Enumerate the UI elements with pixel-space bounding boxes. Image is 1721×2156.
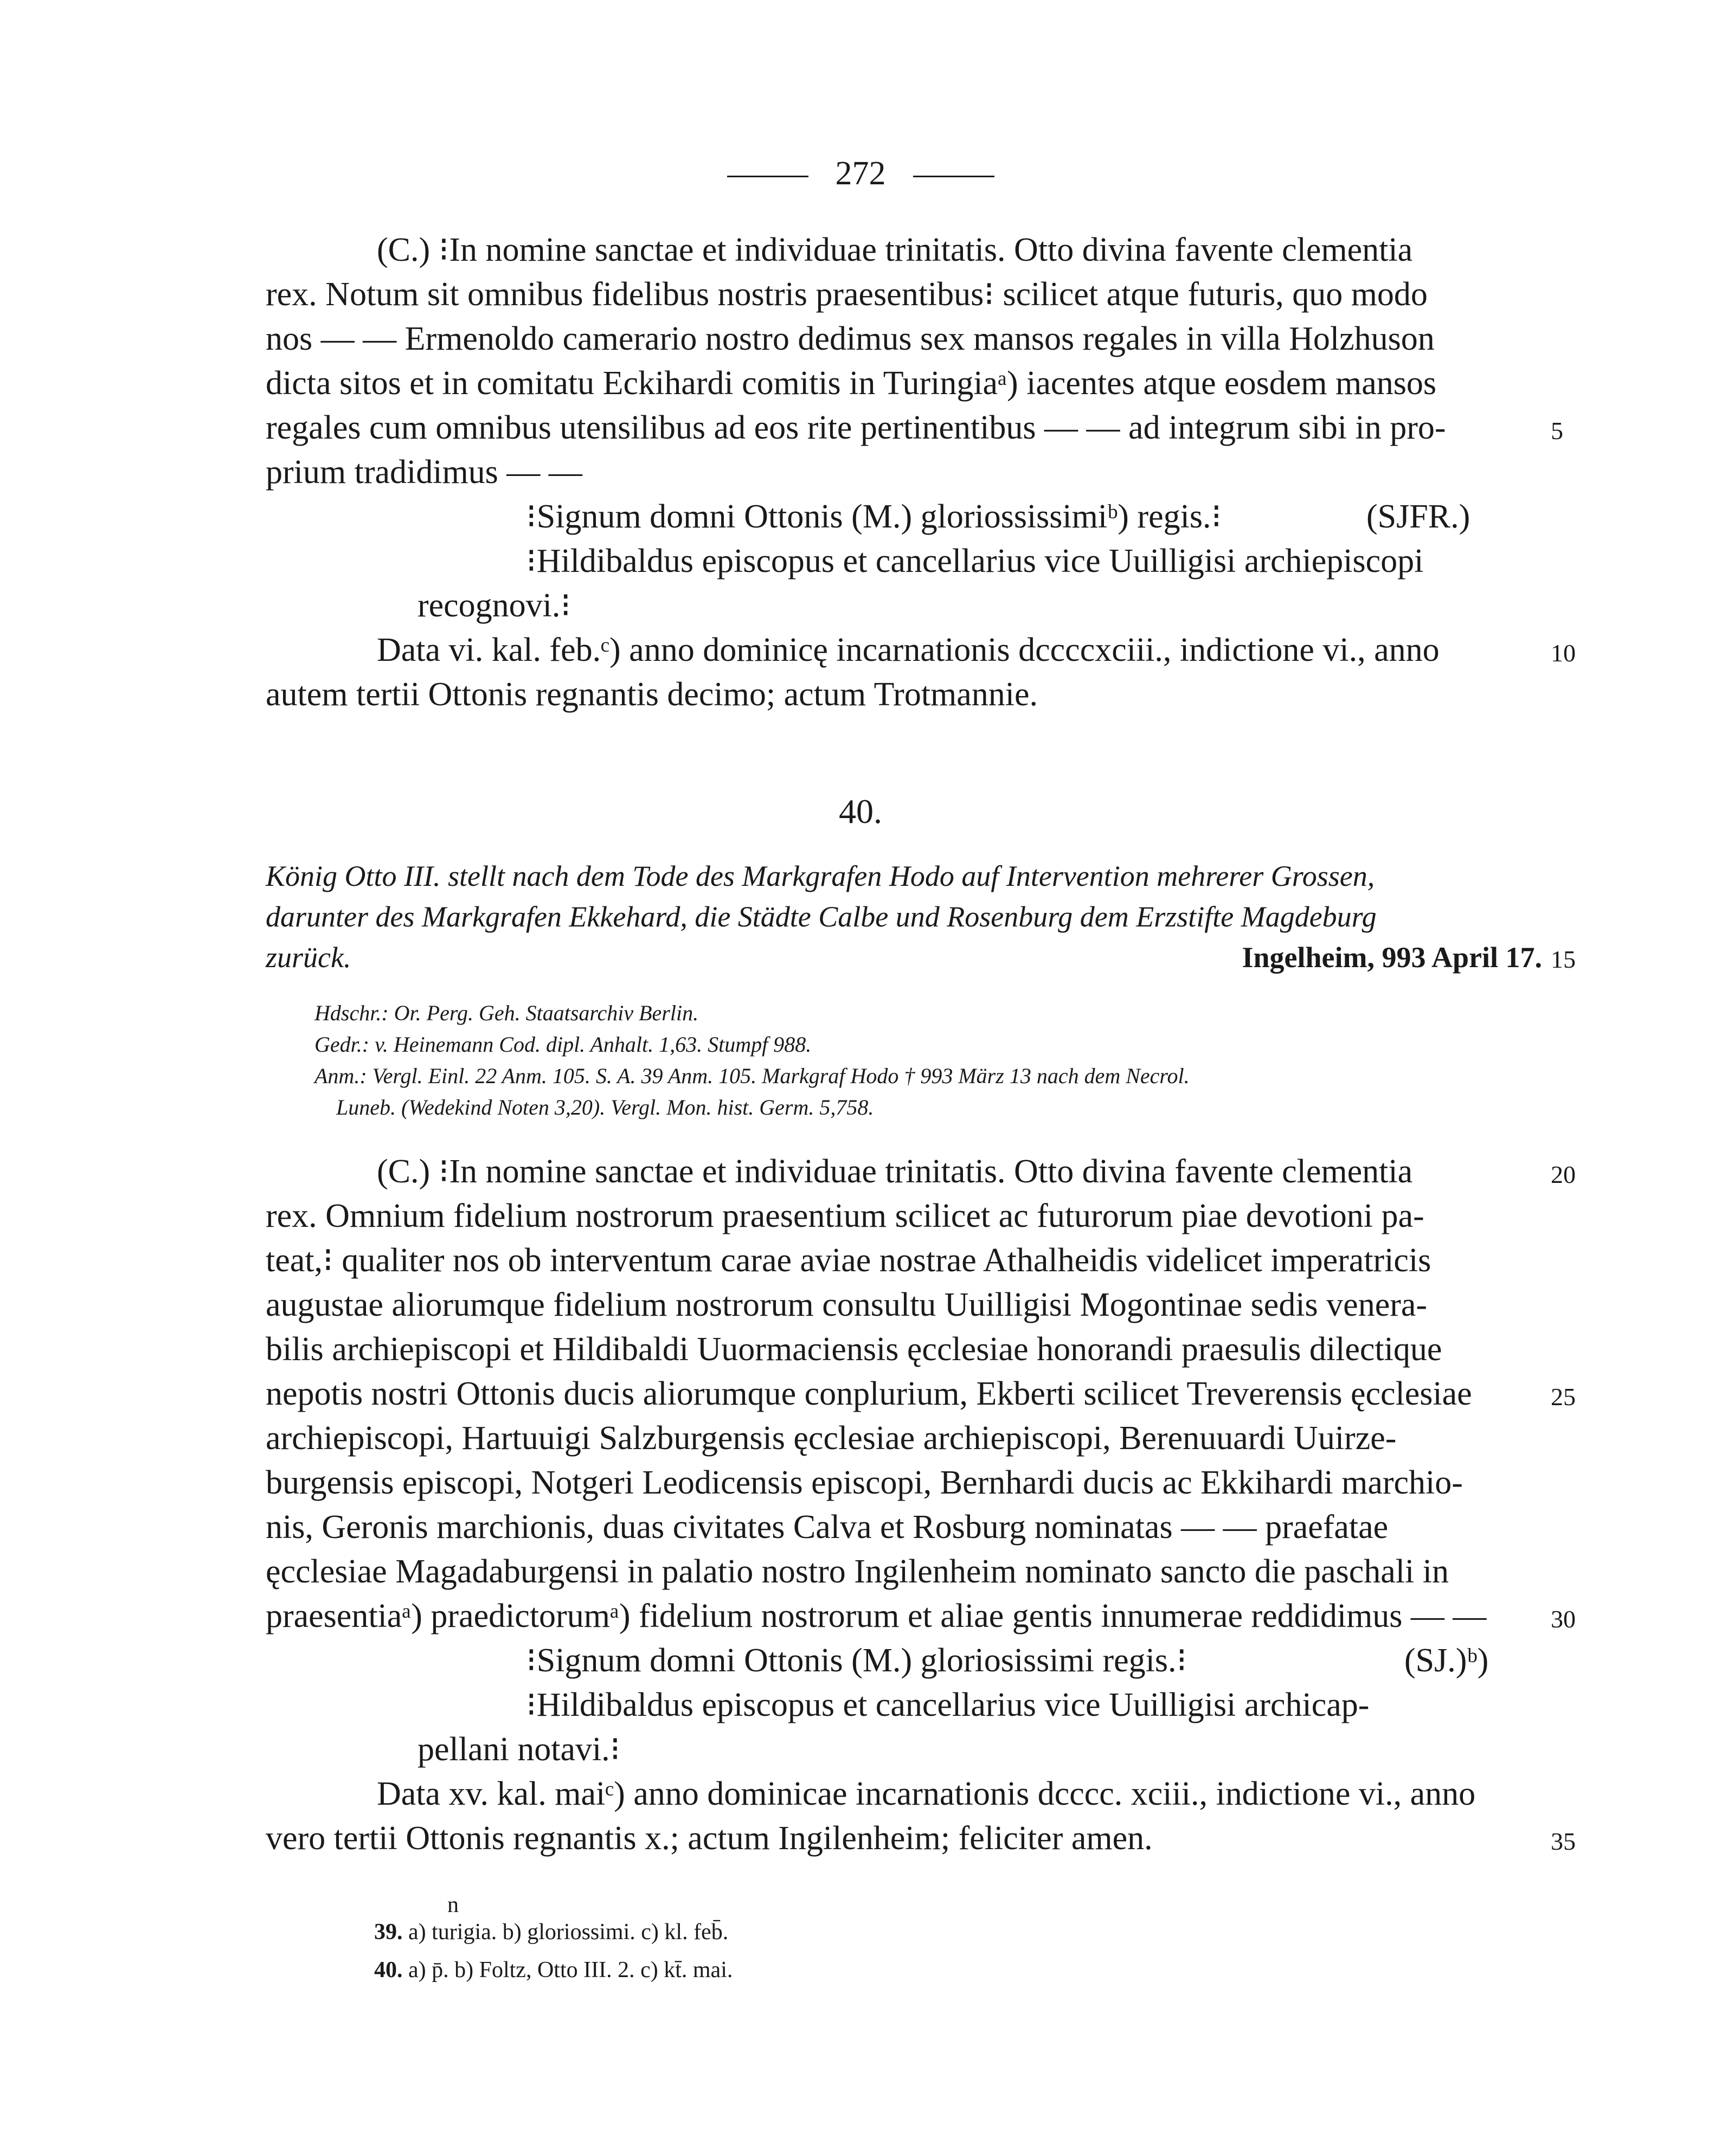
doc40-line-8: burgensis episcopi, Notgeri Leodicensis episcopi, Bernhardi ducis ac Ekkihardi marchio- <box>266 1464 1463 1501</box>
line-number-20: 20 <box>1551 1161 1576 1188</box>
doc40-line-11: praesentiaᵃ) praedictorumᵃ) fidelium nostrorum et aliae gentis innumerae reddidimus — — <box>266 1598 1487 1634</box>
line-number-5: 5 <box>1551 417 1563 445</box>
doc39-data-line-1 <box>377 628 1440 672</box>
footnote-40 <box>374 1957 733 1983</box>
line-number-10: 10 <box>1551 639 1576 667</box>
doc40-line-2: rex. Omnium fidelium nostrorum praesentium scilicet ac futurorum piae devotioni pa- <box>266 1198 1424 1234</box>
doc40-line-7: archiepiscopi, Hartuuigi Salzburgensis ęcclesiae archiepiscopi, Berenuuardi Uuirze- <box>266 1420 1397 1457</box>
doc40-data-line-2: vero tertii Ottonis regnantis x.; actum Ingilenheim; feliciter amen. <box>266 1820 1153 1857</box>
doc40-note-manuscript: Hdschr.: Or. Perg. Geh. Staatsarchiv Berlin. <box>314 1001 699 1025</box>
footnote-39-superscript: n <box>447 1893 459 1917</box>
doc39-line-2: rex. Notum sit omnibus fidelibus nostris praesentibus⁝ scilicet atque futuris, quo modo <box>266 276 1428 313</box>
footnote-39 <box>374 1919 728 1945</box>
footnote-39-number: 39. <box>374 1920 403 1945</box>
line-number-25: 25 <box>1551 1383 1576 1411</box>
doc40-signum: ⁝Signum domni Ottonis (M.) gloriosissimi regis.⁝ <box>526 1642 1187 1679</box>
doc39-data-text-1: Data vi. kal. feb.ᶜ) anno dominicę incarnationis dccccxciii., indictione vi., anno <box>377 632 1440 668</box>
doc40-line-9: nis, Geronis marchionis, duas civitates Calva et Rosburg nominatas — — praefatae <box>266 1509 1389 1546</box>
doc39-line-5: regales cum omnibus utensilibus ad eos rite pertinentibus — — ad integrum sibi in pro- <box>266 409 1446 446</box>
page-number-text: 272 <box>835 155 886 192</box>
line-number-35: 35 <box>1551 1827 1576 1855</box>
doc40-regest-line-3: zurück. <box>266 941 351 974</box>
line-number-30: 30 <box>1551 1605 1576 1633</box>
footnote-40-number: 40. <box>374 1958 403 1983</box>
doc39-line-3: nos — — Ermenoldo camerario nostro dedimus sex mansos regales in villa Holzhuson <box>266 320 1435 357</box>
doc40-line-5: bilis archiepiscopi et Hildibaldi Uuormaciensis ęcclesiae honorandi praesulis dilectique <box>266 1331 1442 1368</box>
doc40-notavi-line-1: ⁝Hildibaldus episcopus et cancellarius vice Uuilligisi archicap- <box>526 1687 1370 1723</box>
doc39-recognition-line-2: recognovi.⁝ <box>418 587 571 624</box>
page-number <box>0 155 1721 193</box>
doc40-line-6: nepotis nostri Ottonis ducis aliorumque conplurium, Ekberti scilicet Treverensis ęcclesiae <box>266 1375 1472 1412</box>
doc40-place-date: Ingelheim, 993 April 17. <box>1242 941 1542 974</box>
doc39-data-line-2: autem tertii Ottonis regnantis decimo; actum Trotmannie. <box>266 676 1038 713</box>
doc40-notavi-line-2: pellani notavi.⁝ <box>418 1731 621 1768</box>
doc39-signum-mark: (SJFR.) <box>1366 498 1470 535</box>
doc39-line-1: (C.) ⁝In nomine sanctae et individuae trinitatis. Otto divina favente clementia <box>377 231 1413 268</box>
doc40-line-1: (C.) ⁝In nomine sanctae et individuae trinitatis. Otto divina favente clementia <box>377 1153 1413 1190</box>
doc40-note-remark-1: Anm.: Vergl. Einl. 22 Anm. 105. S. A. 39 Anm. 105. Markgraf Hodo † 993 März 13 nach dem Necrol. <box>314 1064 1190 1088</box>
doc40-line-10: ęcclesiae Magadaburgensi in palatio nostro Ingilenheim nominato sancto die paschali in <box>266 1553 1449 1590</box>
doc40-signum-mark: (SJ.)ᵇ) <box>1404 1642 1489 1679</box>
doc40-regest-line-1: König Otto III. stellt nach dem Tode des Markgrafen Hodo auf Intervention mehrerer Grossen, <box>266 860 1375 892</box>
footnote-39-text: a) turigia. b) gloriossimi. c) kl. feb̄. <box>408 1920 729 1945</box>
doc40-line-3: teat,⁝ qualiter nos ob interventum carae aviae nostrae Athalheidis videlicet imperatricis <box>266 1242 1431 1279</box>
doc39-recognition-line-1: ⁝Hildibaldus episcopus et cancellarius vice Uuilligisi archiepiscopi <box>526 543 1424 580</box>
doc40-data-line-1: Data xv. kal. maiᶜ) anno dominicae incarnationis dcccc. xciii., indictione vi., anno <box>377 1775 1476 1812</box>
footnote-40-text: a) p̄. b) Foltz, Otto III. 2. c) kt̄. mai. <box>408 1958 733 1983</box>
doc40-number: 40. <box>839 792 882 831</box>
doc40-regest-line-2: darunter des Markgrafen Ekkehard, die Städte Calbe und Rosenburg dem Erzstifte Magdeburg <box>266 900 1377 933</box>
line-number-15: 15 <box>1551 945 1576 973</box>
doc40-note-printed: Gedr.: v. Heinemann Cod. dipl. Anhalt. 1,63. Stumpf 988. <box>314 1032 812 1057</box>
page-number-dash-left <box>727 176 808 177</box>
page-number-dash-right <box>913 176 994 177</box>
doc39-line-4: dicta sitos et in comitatu Eckihardi comitis in Turingiaᵃ) iacentes atque eosdem mansos <box>266 365 1436 402</box>
doc40-line-4: augustae aliorumque fidelium nostrorum consultu Uuilligisi Mogontinae sedis venera- <box>266 1286 1428 1323</box>
doc39-line-6: prium tradidimus — — <box>266 454 582 491</box>
doc39-signum: ⁝Signum domni Ottonis (M.) gloriossissimiᵇ) regis.⁝ <box>526 498 1222 535</box>
doc40-note-remark-2: Luneb. (Wedekind Noten 3,20). Vergl. Mon. hist. Germ. 5,758. <box>336 1095 874 1119</box>
